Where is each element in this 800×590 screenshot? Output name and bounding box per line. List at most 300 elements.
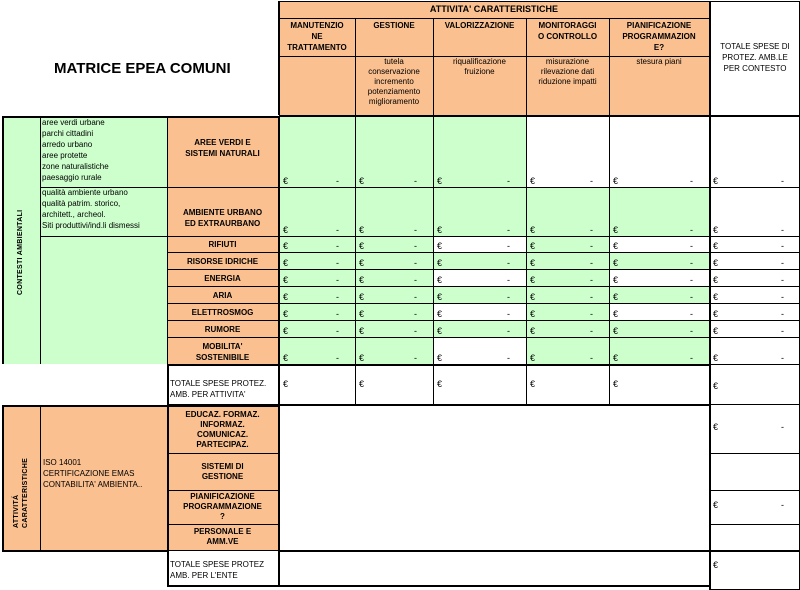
cell-9-4-value: - <box>590 353 593 363</box>
cell-7-4-value: - <box>590 309 593 319</box>
text-line: riduzione impatti <box>538 77 597 86</box>
grid-line-h <box>167 364 709 366</box>
value-cell-bg <box>609 252 709 269</box>
value-cell-bg <box>526 320 609 337</box>
cell-1-4-currency: € <box>530 176 536 186</box>
contesto-label-1 <box>167 137 278 159</box>
text-line: RISORSE IDRICHE <box>186 256 259 266</box>
cell-3-1-value: - <box>336 241 339 251</box>
grid-line-h <box>167 252 709 253</box>
text-line: TOTALE SPESE DI <box>720 42 790 51</box>
grid-line-v <box>526 116 527 405</box>
grid-line-h <box>167 303 709 304</box>
cell-1-2-value: - <box>414 176 417 186</box>
cell-1-3-value: - <box>507 176 510 186</box>
value-cell-bg <box>279 252 355 269</box>
value-cell-bg <box>433 269 526 286</box>
text-line: PARTECIPAZ. <box>196 439 249 449</box>
cell-5-1-currency: € <box>283 275 289 285</box>
text-line: qualità ambiente urbano <box>42 188 128 197</box>
cell-9-4-currency: € <box>530 353 536 363</box>
text-line: paesaggio rurale <box>42 173 102 182</box>
text-line: ED EXTRAURBANO <box>184 219 261 228</box>
grid-line-v <box>433 18 434 115</box>
total-contesto-1-currency: € <box>713 176 719 186</box>
cell-4-2-value: - <box>414 258 417 268</box>
text-line: incremento <box>374 77 414 86</box>
cell-7-1-value: - <box>336 309 339 319</box>
text-line: ENERGIA <box>204 273 241 283</box>
cell-2-2-currency: € <box>359 225 365 235</box>
cell-7-4-currency: € <box>530 309 536 319</box>
text-line: AMBIENTE URBANO <box>182 208 263 217</box>
header-group-title: ATTIVITA' CARATTERISTICHE <box>429 4 559 14</box>
cell-4-2-currency: € <box>359 258 365 268</box>
text-line: aree verdi urbane <box>42 118 105 127</box>
cell-6-5-value: - <box>690 292 693 302</box>
attivita-label-2 <box>167 462 278 482</box>
cell-3-4-value: - <box>590 241 593 251</box>
total-contesto-6-value: - <box>781 292 784 302</box>
grid-line-v <box>278 116 280 405</box>
text-line: PERSONALE E <box>193 527 252 536</box>
text-line: VALORIZZAZIONE <box>444 21 515 30</box>
value-cell-bg <box>355 320 433 337</box>
text-line: arredo urbano <box>42 140 93 149</box>
cell-6-2-value: - <box>414 292 417 302</box>
grid-line-h <box>278 550 800 552</box>
cell-4-3-currency: € <box>437 258 443 268</box>
text-line: INFORMAZ. <box>200 419 245 429</box>
grid-line-h <box>167 320 709 321</box>
grid-line-h <box>709 252 800 253</box>
cell-8-5-currency: € <box>613 326 619 336</box>
value-cell-bg <box>279 117 355 187</box>
grid-line-v <box>2 405 4 550</box>
text-line: TOTALE SPESE PROTEZ. <box>170 379 267 388</box>
cell-5-5-value: - <box>690 275 693 285</box>
cell-2-2-value: - <box>414 225 417 235</box>
grid-line-h <box>279 115 800 117</box>
grid-line-v <box>709 1 711 590</box>
grid-line-h <box>167 286 709 287</box>
grid-line-h <box>2 550 167 552</box>
cell-6-3-currency: € <box>437 292 443 302</box>
cell-8-3-value: - <box>507 326 510 336</box>
text-line: PROTEZ. AMB.LE <box>722 53 788 62</box>
text-line: CONTABILITA' AMBIENTA.. <box>43 480 143 489</box>
cell-8-3-currency: € <box>437 326 443 336</box>
grid-line-v <box>355 116 356 405</box>
text-line: MANUTENZIO <box>290 21 344 30</box>
total-attivita-4-currency: € <box>530 379 536 389</box>
text-line: Siti produttivi/ind.li dismessi <box>42 221 140 230</box>
column-description-5 <box>609 57 709 67</box>
value-cell-bg <box>609 303 709 320</box>
value-cell-bg <box>609 236 709 252</box>
cell-7-2-currency: € <box>359 309 365 319</box>
cell-4-1-currency: € <box>283 258 289 268</box>
text-line: tutela <box>384 57 404 66</box>
grid-line-v <box>40 405 41 550</box>
cell-2-3-currency: € <box>437 225 443 235</box>
cell-6-1-value: - <box>336 292 339 302</box>
grid-line-h <box>279 56 709 57</box>
column-header-2 <box>355 20 433 31</box>
grid-line-h <box>709 490 800 491</box>
grid-line-v <box>167 405 169 585</box>
grid-line-v <box>167 364 169 405</box>
contesto-label-7 <box>167 307 278 318</box>
column-header-5 <box>609 20 709 53</box>
cell-6-4-currency: € <box>530 292 536 302</box>
value-cell-bg <box>609 187 709 236</box>
text-line: SISTEMI NATURALI <box>185 149 260 158</box>
text-line: rilevazione dati <box>540 67 595 76</box>
cell-5-3-value: - <box>507 275 510 285</box>
value-cell-bg <box>279 187 355 236</box>
contesto-label-3 <box>167 239 278 250</box>
column-description-3 <box>433 57 526 77</box>
value-cell-bg <box>433 252 526 269</box>
cell-2-4-value: - <box>590 225 593 235</box>
cell-6-2-currency: € <box>359 292 365 302</box>
value-cell-bg <box>609 286 709 303</box>
cell-6-3-value: - <box>507 292 510 302</box>
text-line: RIFIUTI <box>208 240 237 249</box>
grid-line-h <box>709 453 800 454</box>
value-cell-bg <box>279 269 355 286</box>
cell-3-5-value: - <box>690 241 693 251</box>
cell-2-5-value: - <box>690 225 693 235</box>
page-title: MATRICE EPEA COMUNI <box>54 60 231 77</box>
text-line: miglioramento <box>368 97 420 106</box>
text-line: AREE VERDI E <box>194 138 251 147</box>
total-contesto-9-value: - <box>781 353 784 363</box>
cell-9-2-value: - <box>414 353 417 363</box>
cell-8-4-value: - <box>590 326 593 336</box>
cell-4-4-currency: € <box>530 258 536 268</box>
cell-2-1-value: - <box>336 225 339 235</box>
grid-line-v <box>40 116 41 364</box>
grid-line-h <box>279 1 800 2</box>
column-description-2 <box>355 57 433 107</box>
total-ente-1-value: - <box>781 422 784 432</box>
grid-line-h <box>709 303 800 304</box>
cell-9-1-currency: € <box>283 353 289 363</box>
text-line: ARIA <box>212 290 233 300</box>
text-line: SISTEMI DI <box>201 461 244 471</box>
total-attivita-3-currency: € <box>437 379 443 389</box>
text-line: conservazione <box>368 67 420 76</box>
grid-line-h <box>709 524 800 525</box>
cell-5-1-value: - <box>336 275 339 285</box>
cell-4-3-value: - <box>507 258 510 268</box>
column-header-1 <box>279 20 355 53</box>
text-line: O CONTROLLO <box>537 32 598 41</box>
text-line: stesura piani <box>636 57 682 66</box>
text-line: qualità patrim. storico, <box>42 199 121 208</box>
cell-8-2-currency: € <box>359 326 365 336</box>
total-contesto-1-value: - <box>781 176 784 186</box>
grid-line-h <box>167 550 278 551</box>
text-line: PER CONTESTO <box>723 64 787 73</box>
value-cell-bg <box>526 337 609 364</box>
cell-8-4-currency: € <box>530 326 536 336</box>
cell-4-5-currency: € <box>613 258 619 268</box>
text-line: fruizione <box>464 67 495 76</box>
grid-line-h <box>167 269 709 270</box>
text-line: GESTIONE <box>201 471 244 481</box>
grid-line-h <box>279 18 709 19</box>
cell-5-4-currency: € <box>530 275 536 285</box>
grid-line-h <box>709 286 800 287</box>
value-cell-bg <box>433 187 526 236</box>
cell-7-1-currency: € <box>283 309 289 319</box>
cell-8-1-currency: € <box>283 326 289 336</box>
grid-line-h <box>167 524 278 525</box>
grid-line-v <box>526 18 527 115</box>
value-cell-bg <box>433 286 526 303</box>
value-cell-bg <box>279 286 355 303</box>
grid-line-h <box>167 585 709 587</box>
value-cell-bg <box>355 117 433 187</box>
totals-per-ente-label <box>170 559 264 581</box>
total-contesto-8-value: - <box>781 326 784 336</box>
cell-5-3-currency: € <box>437 275 443 285</box>
contesto-description-2 <box>42 187 140 231</box>
value-cell-bg <box>526 117 609 187</box>
cell-7-2-value: - <box>414 309 417 319</box>
cell-7-3-value: - <box>507 309 510 319</box>
totals-per-attivita-label <box>170 378 266 400</box>
value-cell-bg <box>279 320 355 337</box>
grid-line-h <box>709 269 800 270</box>
text-line: misurazione <box>545 57 590 66</box>
value-cell-bg <box>526 286 609 303</box>
total-ente-3-currency: € <box>713 560 719 570</box>
cell-3-3-value: - <box>507 241 510 251</box>
value-cell-bg <box>526 252 609 269</box>
cell-9-3-currency: € <box>437 353 443 363</box>
text-line: PROGRAMMAZIONE <box>183 502 262 511</box>
cell-2-1-currency: € <box>283 225 289 235</box>
cell-9-3-value: - <box>507 353 510 363</box>
total-contesto-5-value: - <box>781 275 784 285</box>
total-contesto-4-currency: € <box>713 258 719 268</box>
cell-8-5-value: - <box>690 326 693 336</box>
cell-2-5-currency: € <box>613 225 619 235</box>
value-cell-bg <box>433 117 526 187</box>
cell-6-4-value: - <box>590 292 593 302</box>
contesto-label-5 <box>167 273 278 284</box>
text-line: TRATTAMENTO <box>287 43 347 52</box>
text-line: parchi cittadini <box>42 129 94 138</box>
value-cell-bg <box>355 236 433 252</box>
total-contesto-3-currency: € <box>713 241 719 251</box>
value-cell-bg <box>355 187 433 236</box>
grid-line-v <box>355 18 356 115</box>
total-contesto-8-currency: € <box>713 326 719 336</box>
text-line: CERTIFICAZIONE EMAS <box>43 469 135 478</box>
text-line: ELETTROSMOG <box>191 307 254 317</box>
cell-8-1-value: - <box>336 326 339 336</box>
header-total-label <box>710 41 800 74</box>
cell-2-4-currency: € <box>530 225 536 235</box>
total-ente-2-currency: € <box>713 500 719 510</box>
attivita-label-3 <box>167 492 278 522</box>
text-line: PIANIFICAZIONE <box>626 21 692 30</box>
total-attivita-2-currency: € <box>359 379 365 389</box>
total-contesto-3-value: - <box>781 241 784 251</box>
text-line: PIANIFICAZIONE <box>190 492 255 501</box>
cell-1-1-value: - <box>336 176 339 186</box>
text-line: NE <box>311 32 323 41</box>
text-line: AMB. PER L'ENTE <box>170 571 238 580</box>
total-contesto-4-value: - <box>781 258 784 268</box>
grand-total-contesti-currency: € <box>713 381 719 391</box>
cell-1-4-value: - <box>590 176 593 186</box>
text-line: AMM.VE <box>206 537 239 546</box>
grid-line-h <box>167 453 278 454</box>
text-line: aree protette <box>42 151 88 160</box>
text-line: ? <box>220 512 225 521</box>
total-contesto-7-currency: € <box>713 309 719 319</box>
value-cell-bg <box>279 236 355 252</box>
text-line: ISO 14001 <box>43 458 82 467</box>
text-line: architett., archeol. <box>42 210 106 219</box>
value-cell-bg <box>526 303 609 320</box>
value-cell-bg <box>609 320 709 337</box>
grid-line-h <box>709 187 800 188</box>
attivita-side-label: ATTIVITÁ CARATTERISTICHE <box>13 457 29 528</box>
value-cell-bg <box>355 269 433 286</box>
value-cell-bg <box>609 337 709 364</box>
grid-line-v <box>167 116 168 364</box>
contesto-label-6 <box>167 290 278 301</box>
value-cell-bg <box>526 236 609 252</box>
text-line: GESTIONE <box>373 21 415 30</box>
value-cell-bg <box>433 337 526 364</box>
text-line: potenziamento <box>367 87 421 96</box>
grid-line-h <box>709 364 800 365</box>
total-contesto-2-value: - <box>781 225 784 235</box>
text-line: RUMORE <box>204 324 241 334</box>
cell-3-5-currency: € <box>613 241 619 251</box>
value-cell-bg <box>433 236 526 252</box>
grid-line-h <box>167 490 278 491</box>
cell-1-1-currency: € <box>283 176 289 186</box>
attivita-label-1 <box>167 410 278 450</box>
contesti-side-label: CONTESTI AMBIENTALI <box>17 209 24 295</box>
attivita-description <box>43 457 142 490</box>
cell-4-1-value: - <box>336 258 339 268</box>
grid-line-v <box>609 18 610 115</box>
grid-line-h <box>2 116 279 118</box>
grid-line-v <box>609 116 610 405</box>
grid-line-v <box>278 405 280 585</box>
cell-3-2-currency: € <box>359 241 365 251</box>
total-contesto-6-currency: € <box>713 292 719 302</box>
total-contesto-2-currency: € <box>713 225 719 235</box>
value-cell-bg <box>433 320 526 337</box>
cell-9-1-value: - <box>336 353 339 363</box>
cell-7-3-currency: € <box>437 309 443 319</box>
value-cell-bg <box>609 117 709 187</box>
text-line: SOSTENIBILE <box>195 352 250 362</box>
cell-5-2-value: - <box>414 275 417 285</box>
column-header-4 <box>526 20 609 42</box>
grid-line-h <box>709 236 800 237</box>
cell-6-1-currency: € <box>283 292 289 302</box>
cell-8-2-value: - <box>414 326 417 336</box>
cell-2-3-value: - <box>507 225 510 235</box>
cell-9-2-currency: € <box>359 353 365 363</box>
value-cell-bg <box>526 187 609 236</box>
grid-line-h <box>709 404 800 405</box>
text-line: PROGRAMMAZION <box>622 32 696 41</box>
cell-4-5-value: - <box>690 258 693 268</box>
text-line: TOTALE SPESE PROTEZ <box>170 560 264 569</box>
total-contesto-5-currency: € <box>713 275 719 285</box>
grid-line-h <box>709 337 800 338</box>
value-cell-bg <box>279 303 355 320</box>
cell-3-3-currency: € <box>437 241 443 251</box>
column-description-4 <box>526 57 609 87</box>
value-cell-bg <box>355 252 433 269</box>
cell-1-2-currency: € <box>359 176 365 186</box>
value-cell-bg <box>355 286 433 303</box>
cell-1-5-value: - <box>690 176 693 186</box>
text-line: riqualificazione <box>453 57 506 66</box>
cell-1-5-currency: € <box>613 176 619 186</box>
total-ente-1-currency: € <box>713 422 719 432</box>
cell-9-5-currency: € <box>613 353 619 363</box>
text-line: zone naturalistiche <box>42 162 109 171</box>
cell-3-4-currency: € <box>530 241 536 251</box>
cell-9-5-value: - <box>690 353 693 363</box>
grid-line-h <box>167 337 709 338</box>
value-cell-bg <box>526 269 609 286</box>
text-line: MONITORAGGI <box>538 21 597 30</box>
cell-5-2-currency: € <box>359 275 365 285</box>
total-attivita-1-currency: € <box>283 379 289 389</box>
contesto-label-2 <box>167 207 278 229</box>
total-contesto-7-value: - <box>781 309 784 319</box>
cell-5-4-value: - <box>590 275 593 285</box>
column-header-3 <box>433 20 526 31</box>
grid-line-h <box>40 187 709 188</box>
grid-line-v <box>433 116 434 405</box>
total-contesto-9-currency: € <box>713 353 719 363</box>
value-cell-bg <box>433 303 526 320</box>
grid-line-h <box>2 405 279 407</box>
total-attivita-5-currency: € <box>613 379 619 389</box>
value-cell-bg <box>355 303 433 320</box>
cell-1-3-currency: € <box>437 176 443 186</box>
grid-line-v <box>278 1 280 115</box>
text-line: COMUNICAZ. <box>196 429 249 439</box>
total-ente-2-value: - <box>781 500 784 510</box>
grid-line-v <box>2 116 4 364</box>
value-cell-bg <box>279 337 355 364</box>
text-line: MOBILITA' <box>202 341 243 351</box>
text-line: EDUCAZ. FORMAZ. <box>185 409 260 419</box>
contesto-label-4 <box>167 256 278 267</box>
contesto-label-9 <box>167 341 278 363</box>
cell-7-5-currency: € <box>613 309 619 319</box>
attivita-label-4 <box>167 527 278 547</box>
